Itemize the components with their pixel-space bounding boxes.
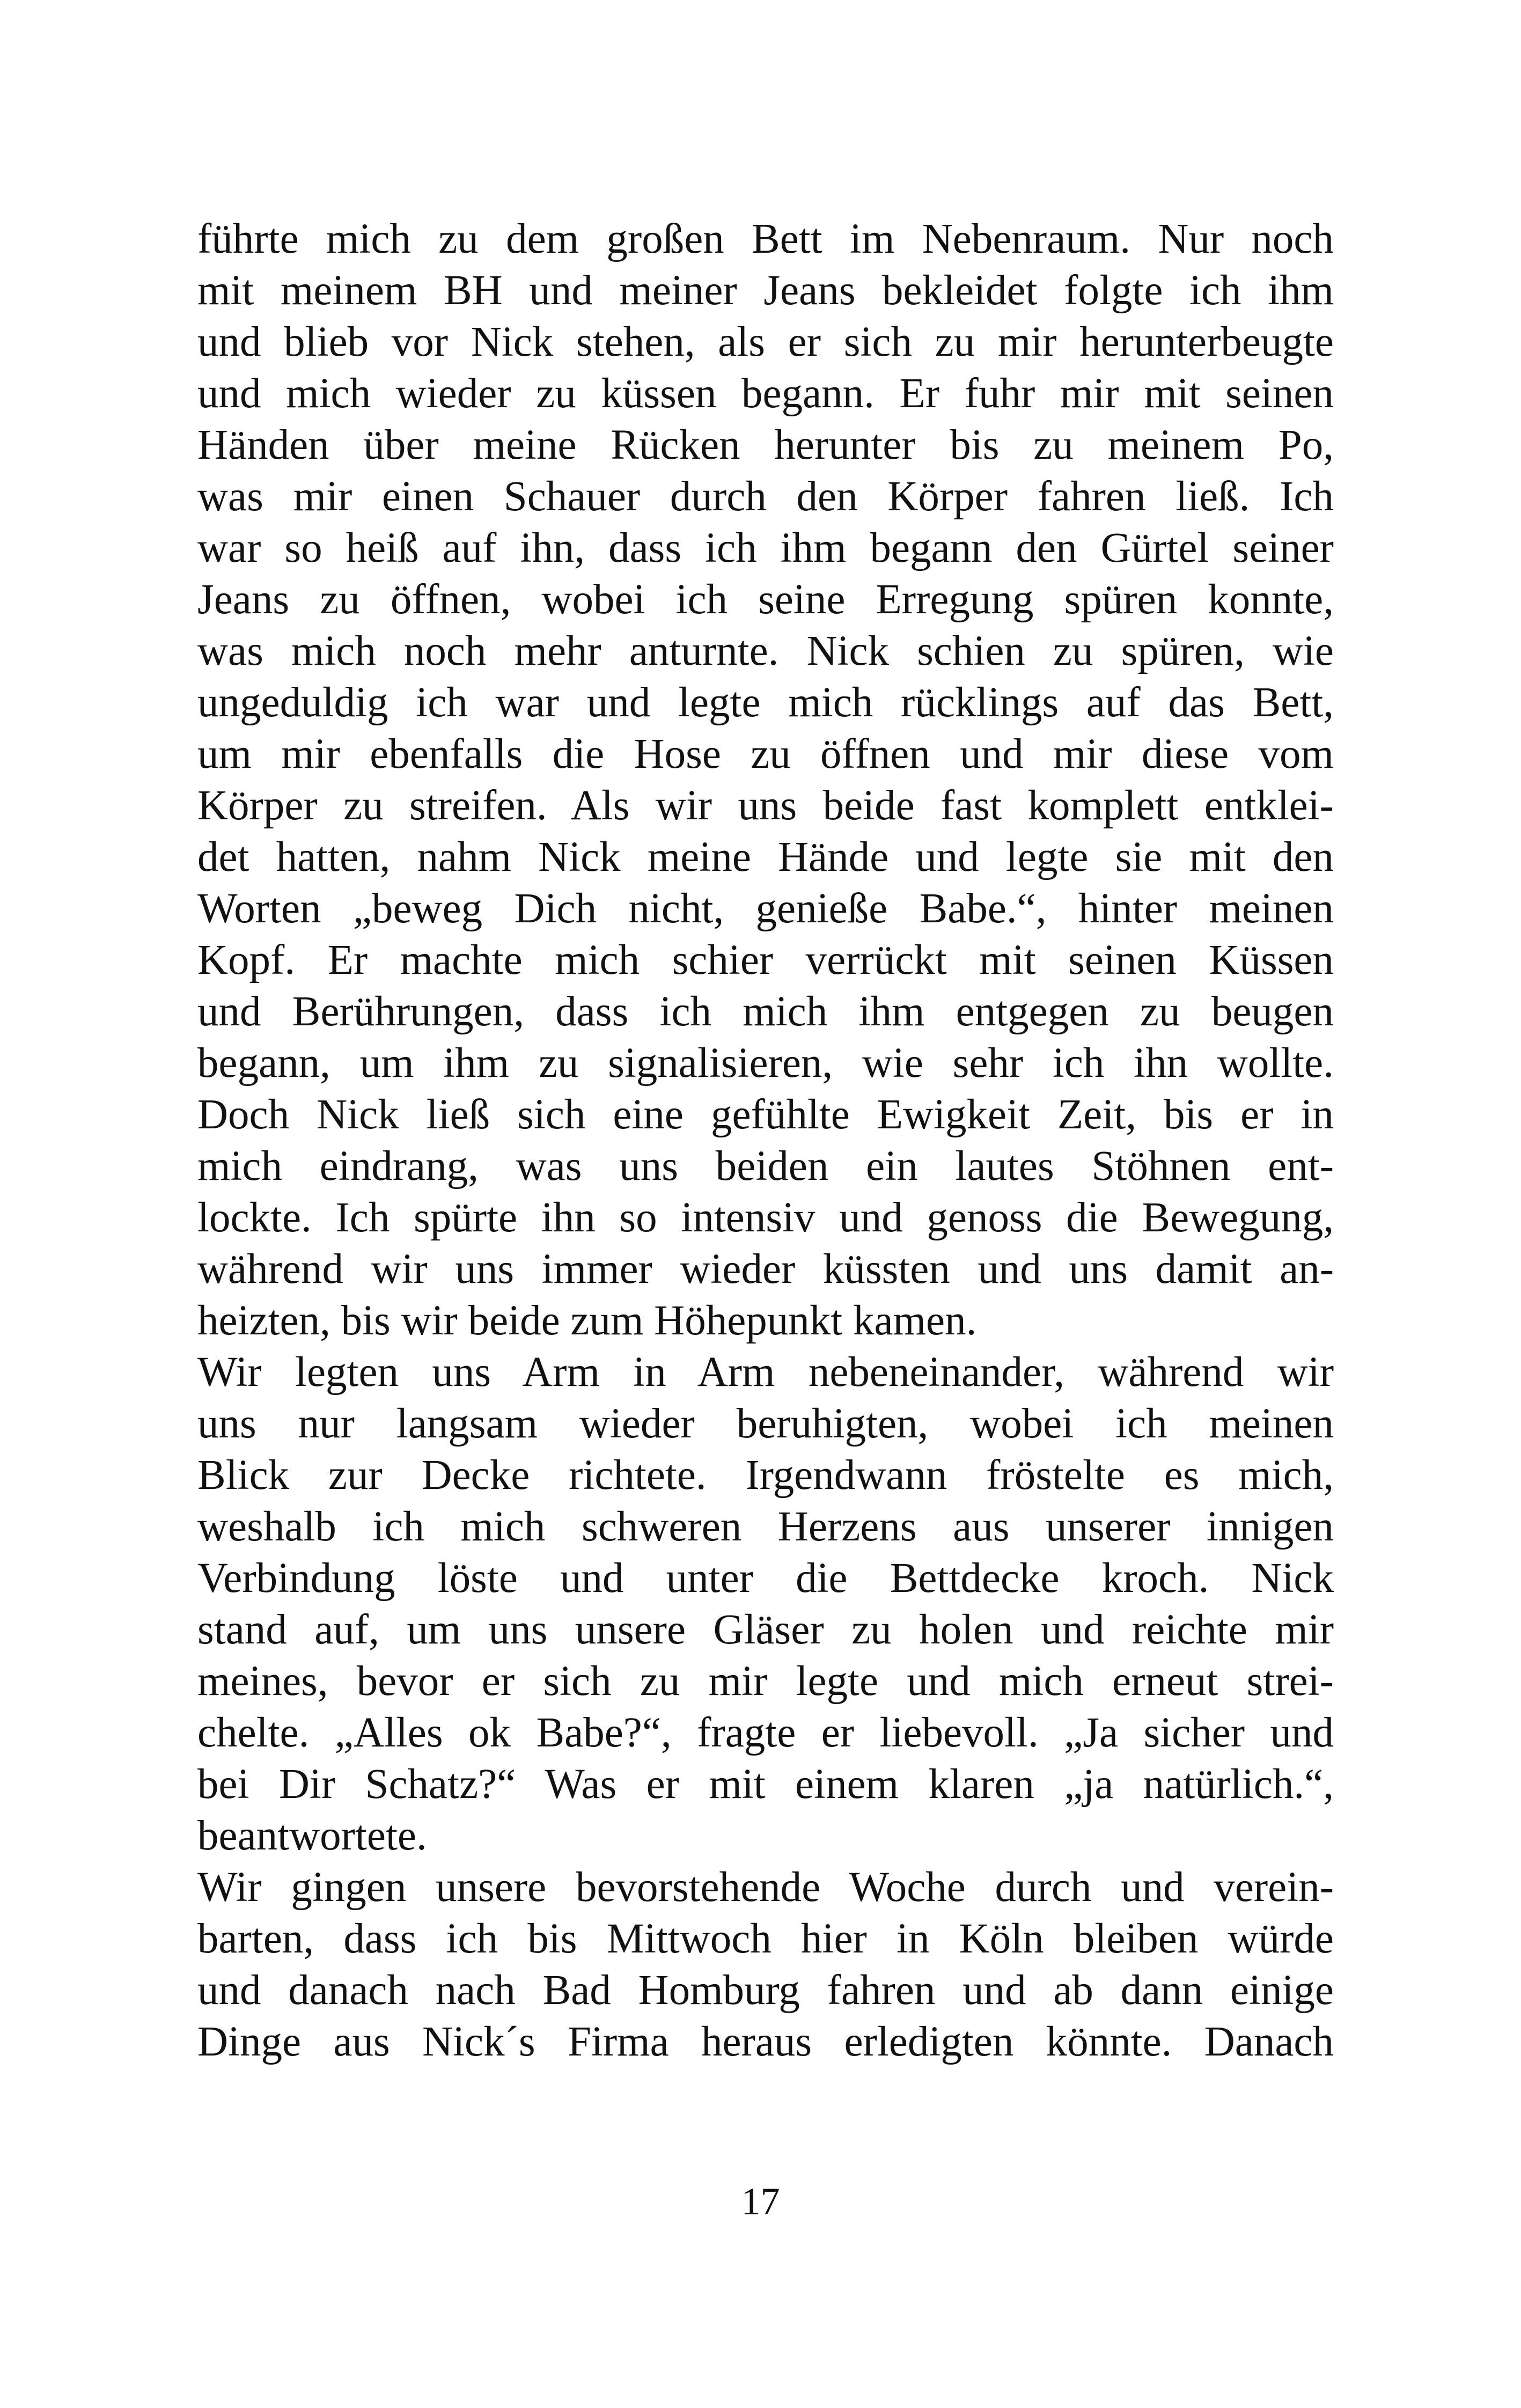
text-line: und Berührungen, dass ich mich ihm entgegen zu beugen [197,988,1334,1035]
text-line: beantwortete. [197,1812,427,1859]
text-line: det hatten, nahm Nick meine Hände und legte sie mit den [197,834,1334,880]
paragraph [197,1347,1334,1862]
text-line: und blieb vor Nick stehen, als er sich zu mir herunterbeugte [197,319,1334,365]
text-line: mich eindrang, was uns beiden ein lautes Stöhnen ent- [197,1143,1334,1190]
text-line: Worten „beweg Dich nicht, genieße Babe.“, hinter meinen [197,885,1334,932]
text-line: mit meinem BH und meiner Jeans bekleidet folgte ich ihm [197,267,1334,314]
text-line: Wir gingen unsere bevorstehende Woche durch und verein- [197,1864,1334,1911]
text-line: war so heiß auf ihn, dass ich ihm begann den Gürtel seiner [197,525,1334,571]
text-line: Blick zur Decke richtete. Irgendwann fröstelte es mich, [197,1452,1334,1499]
text-line: heizten, bis wir beide zum Höhepunkt kamen. [197,1297,977,1344]
text-line: während wir uns immer wieder küssten und uns damit an- [197,1246,1334,1293]
text-line: was mir einen Schauer durch den Körper fahren ließ. Ich [197,473,1334,520]
text-line: lockte. Ich spürte ihn so intensiv und genoss die Bewegung, [197,1194,1334,1241]
text-line: Doch Nick ließ sich eine gefühlte Ewigkeit Zeit, bis er in [197,1091,1334,1138]
page-number: 17 [741,2180,780,2223]
text-line: Jeans zu öffnen, wobei ich seine Erregung spüren konnte, [197,576,1334,623]
text-line: weshalb ich mich schweren Herzens aus unserer innigen [197,1503,1334,1550]
body-text [197,214,1334,2068]
paragraph [197,214,1334,1347]
text-line: was mich noch mehr anturnte. Nick schien zu spüren, wie [197,628,1334,674]
text-line: begann, um ihm zu signalisieren, wie sehr ich ihn wollte. [197,1040,1334,1086]
text-line: und danach nach Bad Homburg fahren und ab dann einige [197,1967,1334,2014]
text-line: führte mich zu dem großen Bett im Nebenraum. Nur noch [197,216,1334,262]
text-line: Körper zu streifen. Als wir uns beide fast komplett entklei- [197,782,1334,829]
text-line: Kopf. Er machte mich schier verrückt mit seinen Küssen [197,937,1334,983]
text-line: ungeduldig ich war und legte mich rücklings auf das Bett, [197,679,1334,726]
text-line: uns nur langsam wieder beruhigten, wobei ich meinen [197,1400,1334,1447]
text-line: Wir legten uns Arm in Arm nebeneinander, während wir [197,1349,1334,1396]
paragraph [197,1862,1334,2068]
text-line: um mir ebenfalls die Hose zu öffnen und mir diese vom [197,731,1334,777]
text-line: chelte. „Alles ok Babe?“, fragte er liebevoll. „Ja sicher und [197,1709,1334,1756]
text-line: und mich wieder zu küssen begann. Er fuhr mir mit seinen [197,370,1334,417]
text-line: barten, dass ich bis Mittwoch hier in Köln bleiben würde [197,1915,1334,1962]
text-line: bei Dir Schatz?“ Was er mit einem klaren „ja natürlich.“, [197,1761,1334,1808]
text-line: meines, bevor er sich zu mir legte und mich erneut strei- [197,1658,1334,1705]
text-line: Händen über meine Rücken herunter bis zu meinem Po, [197,422,1334,468]
text-line: Dinge aus Nick´s Firma heraus erledigten könnte. Danach [197,2018,1334,2065]
text-line: Verbindung löste und unter die Bettdecke kroch. Nick [197,1555,1334,1602]
text-line: stand auf, um uns unsere Gläser zu holen und reichte mir [197,1606,1334,1653]
